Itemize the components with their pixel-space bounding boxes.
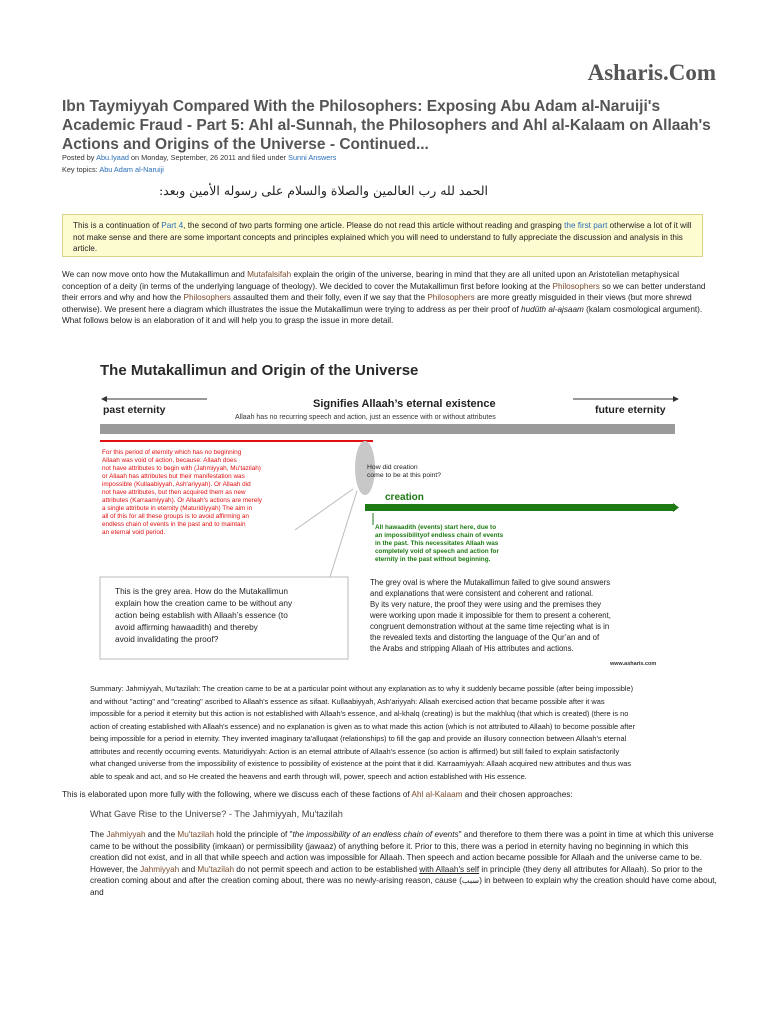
term-hudooth: hudūth al-ajsaam [521, 304, 584, 314]
eternity-grey-bar [100, 424, 675, 434]
term-mutazilah[interactable]: Mu'tazilah [177, 830, 215, 839]
section-subheading: What Gave Rise to the Universe? - The Jahmiyyah, Mu'tazilah [90, 809, 343, 819]
green-line: in the past. This necessitates Allaah was [375, 540, 499, 547]
principle-quote: the impossibility of an endless chain of events [292, 830, 459, 839]
first-part-link[interactable]: the first part [564, 221, 608, 230]
notice-text-3: otherwise a lot of it will not make sense and there are some important concepts and principles explained which you will need to understand to fully appreciate the discussion and analysis in this article. [73, 221, 692, 253]
key-topics [62, 165, 164, 174]
body-text: and [179, 864, 198, 874]
jahmiyyah-paragraph [90, 829, 718, 899]
term-mutazilah[interactable]: Mu'tazilah [197, 864, 235, 874]
intro-paragraph [62, 269, 718, 327]
green-line: All hawaadith (events) start here, due to [375, 524, 497, 531]
meta-prefix: Posted by [62, 153, 97, 162]
body-text: in principle (they deny all attributes for Allaah). So prior to the creation coming about and after the creation coming about, there was no newly-arising reason, cause (سبب) in between to explain why the creation should have come about, and [90, 864, 717, 897]
term-jahmiyyah[interactable]: Jahmiyyah [140, 864, 180, 874]
red-line: For this period of eternity which has no beginning [102, 449, 242, 456]
summary-line: action of creating established with Allaah's essence) and no explanation is given as to what made this action (which is not attributed to Allaah) to become possible after [90, 721, 635, 731]
notice-text-1: This is a continuation of [73, 221, 162, 230]
author-link[interactable]: Abu.Iyaad [96, 153, 129, 162]
future-arrow-head [673, 396, 679, 402]
summary-line: and without "acting" and "creating" ascribed to Allaah's essence as sifaat. Kullaabiyyah, Ash'ariyyah: Allaah exercised action that became possible after it was [90, 696, 605, 706]
callout-line [295, 489, 353, 530]
continuation-notice [62, 214, 703, 257]
right-line: the Arabs and stripping Allaah of His attributes and actions. [370, 644, 574, 653]
intro-text: (kalam cosmological argument). What follows below is an elaboration of it and will help you to grasp the issue in more detail. [62, 304, 703, 325]
red-line: attributes (Karraamiyyah). Or Allaah's actions are merely [102, 497, 262, 504]
post-meta [62, 153, 336, 162]
category-link[interactable]: Sunni Answers [288, 153, 337, 162]
summary-line: being impossible for a period in eternity. They invented imaginary ta'alluqaat (relationships) to fill the gap and provide an illusory connection between Allaah's eternal [90, 734, 627, 743]
diagram-subheading: Allaah has no recurring speech and action, just an essence with or without attributes [235, 414, 496, 421]
key-topic-link[interactable]: Abu Adam al-Naruiji [99, 165, 164, 174]
body-text: do not permit speech and action to be established [234, 864, 420, 874]
grey-box-line: explain how the creation came to be without any [115, 598, 293, 608]
grey-box-line: avoid affirming hawaadith) and thereby [115, 622, 258, 632]
summary-line: impossible for a period it eternity but this action is not established with Allaah's essence, and al-khalq (creating) is but the makhluq (that which is created) (there is no [90, 709, 629, 718]
grey-box-line: action being establish with Allaah’s essence (to [115, 610, 288, 620]
summary-line: Summary: Jahmiyyah, Mu'tazilah: The creation came to be at a particular point without any explanation as to why it suddenly became possible (after being impossible) [90, 684, 634, 693]
red-line: a single attribute in eternity (Maturidiyyah) The aim in [102, 505, 253, 512]
green-annotation [375, 524, 505, 563]
oval-line: How did creation [367, 464, 418, 471]
green-line: completely void of speech and action for [375, 548, 499, 555]
with-allaahs-self: with Allaah's self [419, 864, 480, 874]
key-topics-label: Key topics: [62, 165, 100, 174]
green-line: eternity in the past without beginning. [375, 556, 491, 563]
summary-line: attributes and recently occurring events. Maturidiyyah: Action is an eternal attribute of Allaah's essence (so action is affirmed) but still failed to explain satisfactorily [90, 746, 620, 756]
summary-line: able to speak and act, and so He created the heavens and earth through will, power, speech and action established with His essence. [90, 771, 527, 781]
article-title: Ibn Taymiyyah Compared With the Philosophers: Exposing Abu Adam al-Naruiji's Academic Fraud - Part 5: Ahl al-Sunnah, the Philosophers and Ahl al-Kalaam on Allaah's Actions and Origins of the Universe - Continued... [62, 98, 711, 153]
elab-text: This is elaborated upon more fully with the following, where we discuss each of these factions of [62, 790, 412, 799]
intro-text: We can now move onto how the Mutakallimun and [62, 270, 248, 279]
term-philosophers[interactable]: Philosophers [427, 293, 475, 302]
callout-line [330, 491, 357, 577]
right-line: were working upon made it impossible for them to present a coherent, [370, 611, 611, 620]
green-line: an impossibilityof endless chain of events [375, 532, 504, 539]
oval-question [367, 464, 441, 479]
intro-text: assaulted them and their folly, even if we say that the [230, 293, 428, 302]
body-text: and the [145, 830, 178, 839]
right-line: By its very nature, the proof they were using and the premises they [370, 600, 601, 609]
right-explanation [369, 578, 613, 653]
term-mutafalsifah[interactable]: Mutafalsifah [247, 270, 292, 279]
notice-text-2: , the second of two parts forming one article. Please do not read this article without reading and grasping [183, 221, 565, 230]
red-line: Allaah was void of action, because: Allaah does [102, 457, 237, 464]
red-line: endless chain of events in the past and to maintain [102, 521, 246, 528]
intro-text: explain the origin of the universe, bearing in mind that they are all united upon an Aristotelian metaphysical conception of a deity (in terms of the underlying language of theology). We decided to cover the Mutakallimun first before looking at the [62, 270, 680, 291]
red-annotation [102, 449, 264, 536]
future-eternity-label: future eternity [595, 404, 666, 416]
arabic-opening: الحمد لله رب العالمين والصلاة والسلام على رسوله الأمين وبعد: [158, 183, 488, 198]
red-line: or Allaah has attributes but their manifestation was [102, 473, 245, 480]
diagram-heading: Signifies Allaah’s eternal existence [313, 398, 496, 410]
creation-label: creation [385, 492, 424, 503]
ahl-al-kalaam-link[interactable]: Ahl al-Kalaam [411, 790, 463, 799]
red-line: not have attributes to begin with (Jahmiyyah, Mu'tazilah) [102, 465, 261, 472]
elab-text: and their chosen approaches: [462, 790, 573, 799]
meta-middle: on Monday, September, 26 2011 and filed under [128, 153, 289, 162]
right-line: and explanations that were consistent and coherent and rational. [370, 589, 594, 598]
right-line: congruent demonstration without at the same time rejecting what is in [370, 622, 610, 631]
site-logo-text[interactable]: Asharis.Com [587, 60, 716, 85]
right-line: The grey oval is where the Mutakallimun failed to give sound answers [370, 578, 611, 587]
green-arrow-head [673, 503, 679, 512]
past-arrow-head [101, 396, 107, 402]
right-line: the revealed texts and distorting the language of the Qur’an and of [370, 633, 600, 642]
grey-box-line: avoid invalidating the proof? [115, 634, 219, 644]
summary-line: what changed universe from the impossibility of existence to possibility of existence at the point that it did. Karraamiyyah: Allaah acquired new attributes and thus was [90, 759, 632, 768]
diagram-title: The Mutakallimun and Origin of the Universe [100, 362, 419, 379]
body-text: The [90, 830, 107, 839]
mutakallimun-diagram [95, 355, 685, 670]
part4-link[interactable]: Part 4 [161, 221, 184, 230]
term-jahmiyyah[interactable]: Jahmiyyah [106, 830, 146, 839]
term-philosophers[interactable]: Philosophers [183, 293, 231, 302]
red-line: an eternal void period. [102, 529, 166, 536]
grey-box-line: This is the grey area. How do the Mutakallimun [115, 586, 288, 596]
past-eternity-label: past eternity [103, 404, 166, 416]
body-text: hold the principle of " [214, 830, 293, 839]
green-timeline [365, 504, 675, 511]
summary-paragraph [90, 683, 718, 783]
oval-line: come to be at this point? [367, 472, 442, 479]
intro-text: are more greatly misguided in their views (but more shrewd otherwise). We present here a diagram which illustrates the issue the Mutakallimun were trying to address as per their proof of [62, 293, 692, 314]
red-line: impossible (Kullaabiyyah, Ash'ariyyah). Or Allaah did [102, 481, 251, 488]
intro-text: so we can better understand their errors and why and how the [62, 281, 706, 302]
body-text: " and therefore to them there was a point in time at which this universe came to be without the possibility (imkaan) or permissibility (jawaaz) of anything before it. Prior to this, there was a period in eternity having no beginning in which this creation did not exist, and in all that while speech and action was impossible for Allaah. Then speech and action became possible for Allaah and the universe came to be. However, the [90, 830, 714, 874]
red-line: all of this for all these groups is to avoid affirming an [102, 513, 249, 520]
term-philosophers[interactable]: Philosophers [552, 281, 600, 291]
elaboration-line [62, 789, 718, 801]
diagram-watermark: www.asharis.com [610, 661, 657, 667]
red-line: not have attributes, but then acquired them as new [102, 489, 246, 496]
